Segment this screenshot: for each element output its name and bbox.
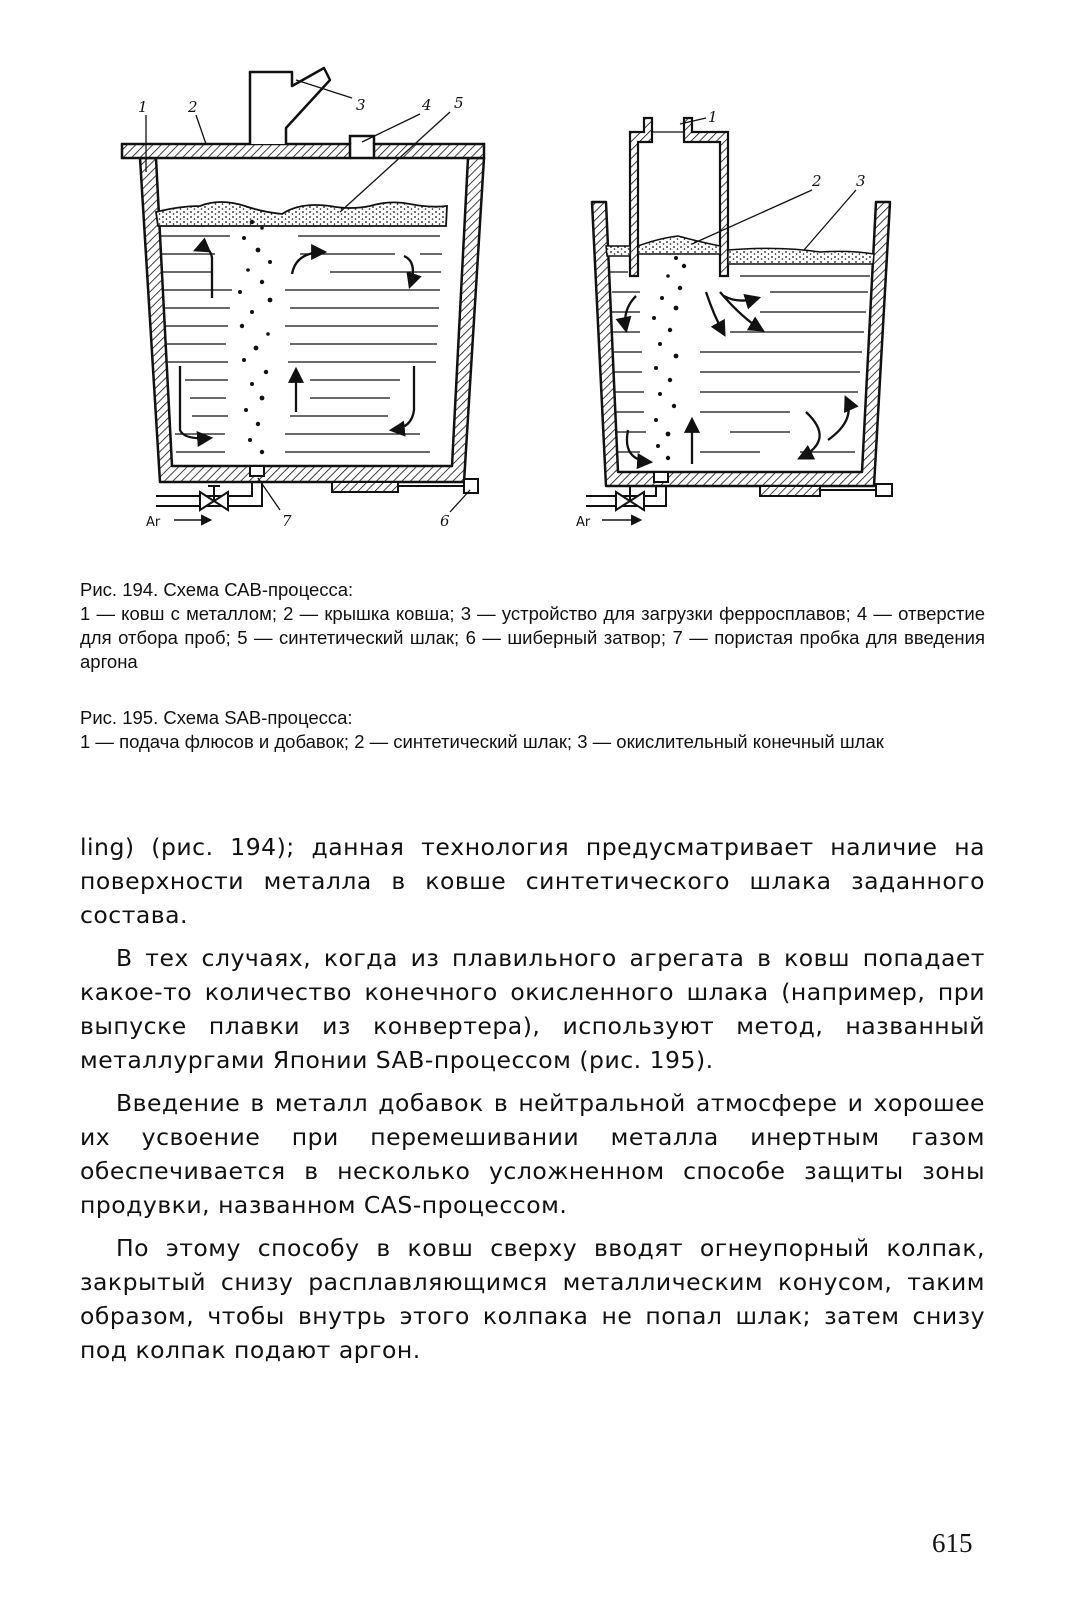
- label-195-3: 3: [856, 172, 866, 190]
- sample-hole-194: [350, 136, 374, 158]
- label-194-2: 2: [188, 98, 198, 116]
- body-text: [80, 830, 985, 1376]
- metal-lines-194: [160, 236, 442, 452]
- flow-arrows-194: [180, 248, 414, 438]
- ferroalloy-loader-194: [250, 68, 330, 144]
- label-194-4: 4: [422, 96, 432, 114]
- figures-194-195: [0, 0, 1070, 560]
- paragraph-1: ling) (рис. 194); данная технология предусматривает наличие на поверхности металла в ковше синтетического шлака заданного состава.: [80, 833, 985, 929]
- label-195-2: 2: [812, 172, 822, 190]
- caption-194: [80, 578, 985, 674]
- label-194-5: 5: [454, 94, 464, 112]
- argon-label-194: Ar: [146, 515, 161, 530]
- paragraph-4: По этому способу в ковш сверху вводят огнеупорный колпак, закрытый снизу расплавляющимся металлическим конусом, таким образом, чтобы внутрь этого колпака не попал шлак; затем снизу под колпак подают аргон.: [80, 1234, 985, 1364]
- label-194-6: 6: [440, 512, 450, 530]
- figure-195-diagram: [576, 108, 892, 530]
- caption-195-title: Рис. 195. Схема SAB-процесса:: [80, 707, 353, 728]
- figure-194-diagram: [122, 68, 484, 530]
- caption-194-legend: 1 — ковш с металлом; 2 — крышка ковша; 3 — устройство для загрузки ферросплавов; 4 — отверстие для отбора проб; 5 — синтетический шлак; 6 — шиберный затвор; 7 — пористая пробка для введения аргона: [80, 603, 985, 672]
- metal-lines-195: [610, 272, 870, 452]
- caption-195-legend: 1 — подача флюсов и добавок; 2 — синтетический шлак; 3 — окислительный конечный шлак: [80, 731, 884, 752]
- label-194-1: 1: [138, 98, 148, 116]
- caption-194-title: Рис. 194. Схема САВ-процесса:: [80, 579, 354, 600]
- argon-label-195: Ar: [576, 515, 591, 530]
- paragraph-3: Введение в металл добавок в нейтральной атмосфере и хорошее их усвоение при перемешивании металла инертным газом обеспечивается в несколько усложненном способе защиты зоны продувки, названном CAS-процессом.: [80, 1089, 985, 1219]
- synthetic-slag-194: [156, 202, 447, 226]
- ladle-cover-194: [122, 144, 484, 158]
- final-slag-195-left: [606, 246, 630, 256]
- callout-labels-195: [708, 108, 866, 190]
- page-number: 615: [932, 1528, 973, 1558]
- flow-arrows-195: [625, 292, 849, 464]
- final-slag-195-right: [728, 248, 874, 264]
- caption-195: [80, 706, 985, 754]
- argon-bubbles-194: [238, 220, 272, 454]
- argon-bubbles-195: [652, 256, 686, 460]
- callout-labels-194: [138, 94, 464, 530]
- label-195-1: 1: [708, 108, 718, 126]
- paragraph-2: В тех случаях, когда из плавильного агрегата в ковш попадает какое-то количество конечного окисленного шлака (например, при выпуске плавки из конвертера), используют метод, названный металлургами Японии SAB-процессом (рис. 195).: [80, 944, 985, 1074]
- label-194-3: 3: [356, 96, 366, 114]
- label-194-7: 7: [282, 512, 292, 530]
- synthetic-slag-195: [638, 236, 720, 254]
